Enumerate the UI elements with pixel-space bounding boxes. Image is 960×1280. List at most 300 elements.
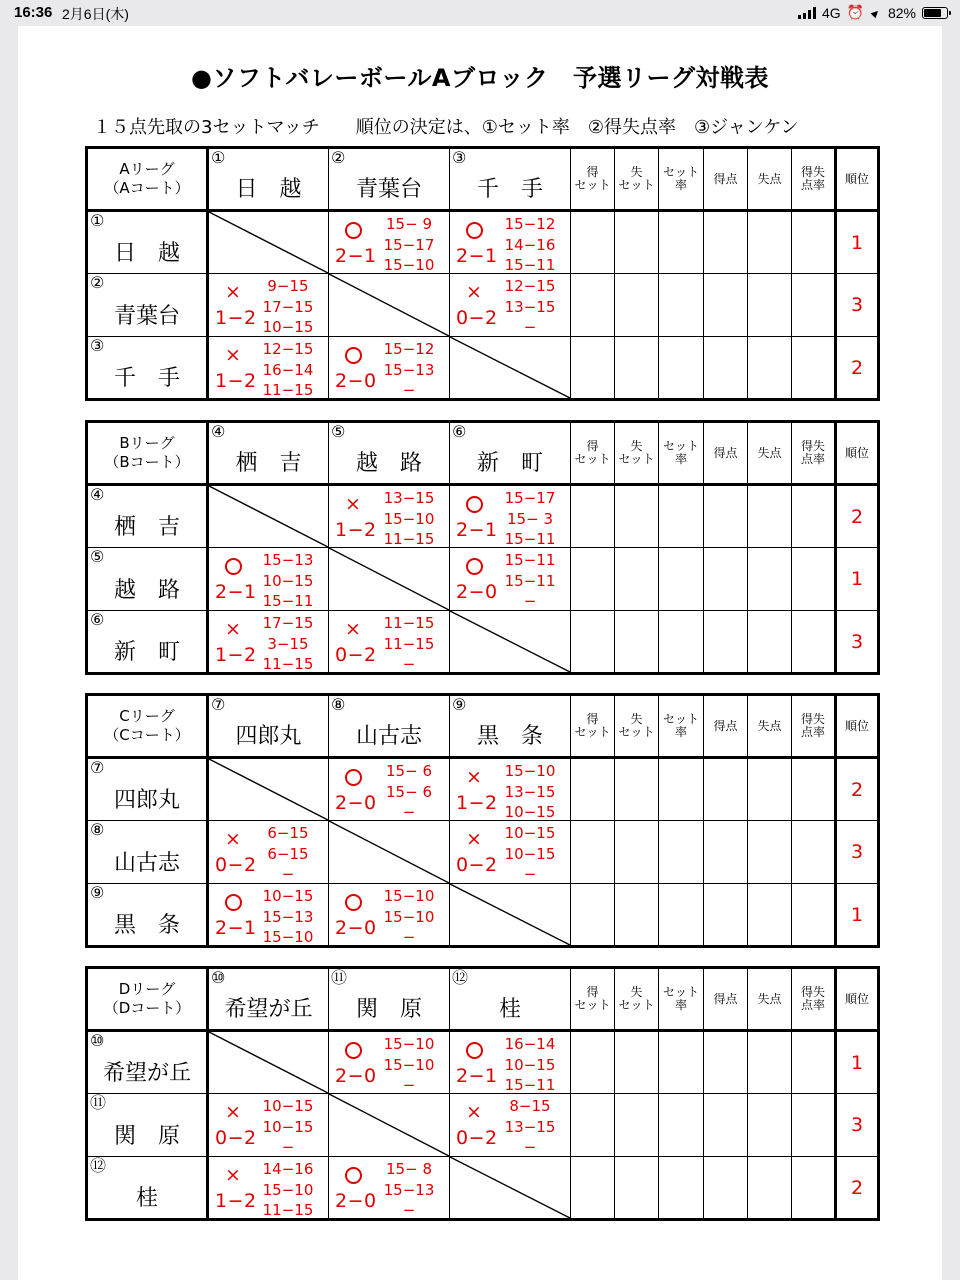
match-result-cell: [450, 821, 571, 884]
game-score: 15−12: [504, 215, 556, 233]
win-mark: [343, 1040, 363, 1063]
circle-icon: [466, 558, 483, 575]
loss-mark: ×: [225, 828, 241, 850]
rank-value: 3: [836, 274, 879, 337]
game-score: 13−15: [504, 297, 556, 316]
team-row-header: [87, 758, 208, 821]
match-result-cell: [329, 758, 450, 821]
game-score: 15−13: [383, 1180, 435, 1199]
game-score: 13−15: [504, 1117, 556, 1136]
game-score: −: [281, 865, 295, 883]
team-number: ①: [90, 211, 105, 230]
self-match-cell: [450, 884, 571, 947]
match-result-cell: [208, 274, 329, 337]
game-score: 14−16: [504, 235, 556, 254]
team-number: ⑧: [331, 695, 346, 714]
team-number: ②: [331, 148, 346, 167]
game-scores: [502, 550, 558, 611]
league-label: [87, 148, 208, 211]
team-number: ③: [452, 148, 467, 167]
set-score: 1−2: [335, 519, 377, 541]
win-mark: [343, 345, 363, 368]
set-score: 0−2: [335, 644, 377, 666]
team-row: [87, 211, 879, 274]
game-score: 16−14: [504, 1035, 556, 1053]
team-column-header: [450, 422, 571, 485]
match-result-cell: [450, 274, 571, 337]
game-score: 10−15: [262, 1117, 314, 1136]
stat-cell: [792, 485, 836, 548]
stat-header: 失点: [748, 148, 792, 211]
stat-cell: [748, 485, 792, 548]
rank-value: 3: [836, 821, 879, 884]
stat-cell: [792, 211, 836, 274]
circle-icon: [225, 558, 242, 575]
stat-cell: [659, 1157, 704, 1220]
team-number: ⑫: [90, 1156, 107, 1175]
stat-cell: [748, 274, 792, 337]
game-scores: [502, 488, 558, 548]
match-result-cell: [208, 884, 329, 947]
team-name: 黒 条: [476, 724, 543, 749]
league-table-2: [85, 420, 876, 675]
team-name: 千 手: [113, 366, 180, 391]
rank-value: 1: [836, 211, 879, 274]
game-scores: [381, 1159, 437, 1220]
game-scores: [502, 214, 558, 274]
team-name: 桂: [498, 997, 521, 1022]
rank-value: 2: [836, 337, 879, 400]
team-number: ⑥: [452, 422, 467, 441]
game-score: 15−11: [504, 530, 556, 548]
league-label: [87, 695, 208, 758]
loss-mark: ×: [466, 828, 482, 850]
team-column-header: [329, 968, 450, 1031]
team-column-header: [208, 968, 329, 1031]
stat-cell: [615, 274, 659, 337]
game-score: −: [402, 803, 416, 821]
team-name: 日 越: [235, 177, 302, 202]
stat-header: 得失 点率: [792, 148, 836, 211]
team-number: ⑪: [90, 1093, 107, 1112]
game-score: 10−15: [262, 887, 314, 905]
team-number: ⑥: [90, 610, 105, 629]
team-number: ⑦: [90, 758, 105, 777]
game-score: 10−15: [262, 1097, 314, 1115]
set-score: 0−2: [215, 854, 257, 876]
diagonal-line: [209, 212, 328, 273]
team-row: [87, 1031, 879, 1094]
stat-cell: [615, 884, 659, 947]
game-score: 17−15: [262, 614, 314, 632]
stat-cell: [748, 1094, 792, 1157]
stat-cell: [659, 1031, 704, 1094]
team-name: 黒 条: [113, 913, 180, 938]
team-column-header: [329, 422, 450, 485]
stat-header: 順位: [836, 422, 879, 485]
stat-cell: [704, 611, 748, 674]
league-name: Cリーグ: [119, 707, 175, 725]
team-row-header: [87, 548, 208, 611]
win-mark: [464, 494, 484, 517]
circle-icon: [345, 894, 362, 911]
team-name: 栖 吉: [113, 515, 180, 540]
alarm-icon: ⏰: [846, 4, 865, 20]
diagonal-line: [329, 1094, 449, 1156]
league-grid: [85, 966, 880, 1221]
game-score: 15− 9: [386, 215, 432, 233]
stat-header: 得 セット: [571, 695, 615, 758]
team-name: 青葉台: [355, 177, 422, 202]
stat-cell: [615, 611, 659, 674]
set-score: 1−2: [215, 644, 257, 666]
team-number: ④: [90, 485, 105, 504]
game-score: 15−12: [383, 340, 435, 358]
match-result-cell: [208, 548, 329, 611]
game-score: −: [402, 1076, 416, 1094]
team-row-header: [87, 1031, 208, 1094]
team-row-header: [87, 1094, 208, 1157]
team-row: [87, 884, 879, 947]
stat-cell: [571, 274, 615, 337]
stat-cell: [615, 821, 659, 884]
team-name: 山古志: [355, 724, 422, 749]
game-scores: [381, 214, 437, 274]
team-name: 関 原: [355, 997, 422, 1022]
league-name: Dリーグ: [118, 980, 176, 998]
set-score: 1−2: [215, 307, 257, 329]
stat-cell: [704, 1094, 748, 1157]
team-row: [87, 337, 879, 400]
league-court: （Aコート）: [104, 179, 190, 197]
team-name: 越 路: [355, 451, 422, 476]
game-score: 11−15: [383, 530, 435, 548]
game-scores: [260, 823, 316, 884]
stat-header: 順位: [836, 695, 879, 758]
stat-header: セット 率: [659, 148, 704, 211]
match-result-cell: [208, 611, 329, 674]
set-score: 2−0: [335, 792, 377, 814]
status-time: 16:36: [14, 4, 53, 21]
game-score: 11−15: [383, 634, 435, 653]
team-row: [87, 821, 879, 884]
game-score: 15−11: [262, 592, 314, 610]
league-court: （Cコート）: [104, 726, 190, 744]
stat-cell: [748, 548, 792, 611]
team-number: ⑦: [211, 695, 226, 714]
loss-mark: ×: [345, 493, 361, 515]
league-grid: [85, 693, 880, 948]
game-score: 15−10: [383, 256, 435, 274]
diagonal-line: [450, 337, 570, 398]
battery-percent: 82%: [887, 4, 916, 21]
set-score: 2−1: [215, 581, 257, 603]
league-name: Aリーグ: [119, 160, 175, 178]
self-match-cell: [450, 611, 571, 674]
stat-cell: [704, 274, 748, 337]
stat-header: 得点: [704, 148, 748, 211]
match-result-cell: [450, 1094, 571, 1157]
team-name: 桂: [135, 1186, 158, 1211]
game-scores: [502, 276, 558, 337]
match-result-cell: [329, 211, 450, 274]
self-match-cell: [208, 1031, 329, 1094]
set-score: 2−0: [456, 581, 498, 603]
team-name: 新 町: [476, 451, 543, 476]
stat-cell: [659, 821, 704, 884]
game-score: 15− 6: [386, 762, 432, 780]
stat-cell: [792, 821, 836, 884]
stat-header: 得 セット: [571, 968, 615, 1031]
diagonal-line: [329, 274, 449, 336]
stat-cell: [704, 485, 748, 548]
network-label: 4G: [821, 4, 841, 21]
team-row: [87, 1157, 879, 1220]
loss-mark: ×: [466, 281, 482, 303]
team-column-header: [208, 695, 329, 758]
set-score: 2−1: [456, 1065, 498, 1087]
diagonal-line: [329, 548, 449, 610]
circle-icon: [466, 496, 483, 513]
team-row-header: [87, 1157, 208, 1220]
stat-header: 失点: [748, 968, 792, 1031]
match-result-cell: [450, 485, 571, 548]
team-column-header: [208, 148, 329, 211]
stat-cell: [571, 337, 615, 400]
header-row: [87, 422, 879, 485]
set-score: 1−2: [456, 792, 498, 814]
stat-cell: [792, 1094, 836, 1157]
circle-icon: [466, 222, 483, 239]
self-match-cell: [329, 821, 450, 884]
stat-cell: [748, 821, 792, 884]
team-column-header: [450, 968, 571, 1031]
game-score: 15−10: [262, 928, 314, 946]
team-row-header: [87, 274, 208, 337]
set-score: 1−2: [215, 370, 257, 392]
team-name: 越 路: [113, 578, 180, 603]
location-icon: ▲: [866, 3, 886, 22]
win-mark: [464, 556, 484, 579]
stat-cell: [615, 758, 659, 821]
team-row: [87, 758, 879, 821]
self-match-cell: [208, 758, 329, 821]
stat-header: セット 率: [659, 422, 704, 485]
game-score: 10−15: [262, 318, 314, 336]
set-score: 0−2: [456, 854, 498, 876]
game-score: 3−15: [267, 634, 309, 653]
stat-cell: [571, 611, 615, 674]
loss-mark: ×: [345, 618, 361, 640]
game-score: 15− 3: [507, 509, 553, 528]
stat-header: 失 セット: [615, 422, 659, 485]
match-result-cell: [450, 1031, 571, 1094]
game-score: 6−15: [267, 824, 309, 842]
self-match-cell: [208, 485, 329, 548]
set-score: 0−2: [456, 307, 498, 329]
game-score: 12−15: [504, 277, 556, 295]
stat-cell: [704, 337, 748, 400]
circle-icon: [345, 347, 362, 364]
game-score: −: [402, 928, 416, 946]
team-column-header: [450, 148, 571, 211]
team-number: ⑨: [452, 695, 467, 714]
team-name: 希望が丘: [102, 1061, 191, 1086]
game-scores: [502, 1034, 558, 1094]
match-result-cell: [208, 821, 329, 884]
stat-cell: [748, 1031, 792, 1094]
league-table-3: [85, 693, 876, 948]
game-score: 15−10: [383, 1055, 435, 1074]
stat-cell: [659, 884, 704, 947]
match-result-cell: [329, 337, 450, 400]
game-score: 13−15: [383, 489, 435, 507]
game-scores: [381, 761, 437, 821]
win-mark: [343, 1165, 363, 1188]
self-match-cell: [329, 548, 450, 611]
game-score: 15−11: [504, 551, 556, 569]
stat-cell: [748, 337, 792, 400]
win-mark: [223, 556, 243, 579]
league-table-4: [85, 966, 876, 1221]
team-number: ①: [211, 148, 226, 167]
loss-mark: ×: [225, 344, 241, 366]
game-score: −: [402, 1201, 416, 1219]
loss-mark: ×: [225, 1101, 241, 1123]
game-score: 15−10: [383, 1035, 435, 1053]
game-scores: [381, 1034, 437, 1094]
game-score: 16−14: [262, 360, 314, 379]
game-score: 15−17: [383, 235, 435, 254]
stat-cell: [571, 821, 615, 884]
set-score: 0−2: [456, 1127, 498, 1149]
team-name: 希望が丘: [224, 997, 313, 1022]
game-score: 9−15: [267, 277, 309, 295]
rank-value: 1: [836, 548, 879, 611]
stat-cell: [792, 274, 836, 337]
team-number: ⑨: [90, 883, 105, 902]
stat-cell: [748, 758, 792, 821]
team-number: ⑤: [90, 547, 105, 566]
league-label: [87, 422, 208, 485]
team-row: [87, 485, 879, 548]
team-row: [87, 1094, 879, 1157]
game-score: 14−16: [262, 1160, 314, 1178]
stat-header: 失 セット: [615, 968, 659, 1031]
game-score: 15−13: [383, 360, 435, 379]
stat-cell: [704, 821, 748, 884]
status-bar: [0, 0, 960, 26]
set-score: 2−1: [335, 245, 377, 267]
stat-cell: [571, 884, 615, 947]
team-name: 新 町: [113, 640, 180, 665]
stat-header: 得失 点率: [792, 968, 836, 1031]
stat-header: 得失 点率: [792, 695, 836, 758]
set-score: 2−0: [335, 1065, 377, 1087]
team-number: ⑫: [452, 968, 469, 987]
team-column-header: [208, 422, 329, 485]
stat-cell: [571, 211, 615, 274]
stat-header: 失点: [748, 422, 792, 485]
page-title: ●ソフトバレーボールAブロック 予選リーグ対戦表: [190, 64, 770, 92]
game-score: 15−11: [504, 1076, 556, 1094]
stat-cell: [704, 1031, 748, 1094]
circle-icon: [345, 222, 362, 239]
game-scores: [260, 886, 316, 947]
stat-header: 失 セット: [615, 148, 659, 211]
stat-cell: [748, 1157, 792, 1220]
stat-cell: [659, 211, 704, 274]
battery-icon: [922, 7, 948, 19]
stat-header: 得点: [704, 422, 748, 485]
circle-icon: [225, 894, 242, 911]
diagonal-line: [450, 1157, 570, 1218]
rank-value: 1: [836, 884, 879, 947]
game-score: 15−10: [383, 509, 435, 528]
team-row-header: [87, 821, 208, 884]
header-row: [87, 148, 879, 211]
team-number: ⑧: [90, 820, 105, 839]
game-scores: [381, 886, 437, 947]
match-result-cell: [329, 884, 450, 947]
loss-mark: ×: [225, 281, 241, 303]
team-number: ④: [211, 422, 226, 441]
stat-cell: [792, 884, 836, 947]
diagonal-line: [450, 611, 570, 672]
game-score: −: [523, 1138, 537, 1156]
stat-cell: [659, 1094, 704, 1157]
game-score: 15−10: [262, 1180, 314, 1199]
team-row: [87, 548, 879, 611]
circle-icon: [345, 1042, 362, 1059]
stat-header: セット 率: [659, 968, 704, 1031]
stat-cell: [615, 337, 659, 400]
stat-header: 得 セット: [571, 422, 615, 485]
loss-mark: ×: [466, 766, 482, 788]
stat-cell: [659, 274, 704, 337]
game-score: −: [402, 381, 416, 399]
team-number: ⑩: [211, 968, 226, 987]
game-score: 11−15: [262, 655, 314, 673]
game-score: 15−11: [504, 256, 556, 274]
stat-header: 失点: [748, 695, 792, 758]
rank-value: 2: [836, 758, 879, 821]
self-match-cell: [450, 337, 571, 400]
circle-icon: [345, 1167, 362, 1184]
team-name: 千 手: [476, 177, 543, 202]
team-name: 四郎丸: [235, 724, 302, 749]
game-scores: [260, 276, 316, 337]
stat-cell: [615, 548, 659, 611]
rank-value: 3: [836, 1094, 879, 1157]
win-mark: [223, 892, 243, 915]
rank-value: 3: [836, 611, 879, 674]
stat-header: 順位: [836, 148, 879, 211]
match-result-cell: [450, 758, 571, 821]
win-mark: [464, 1040, 484, 1063]
diagonal-line: [450, 884, 570, 945]
game-score: 12−15: [262, 340, 314, 358]
game-scores: [260, 613, 316, 674]
stat-cell: [615, 1094, 659, 1157]
stat-cell: [704, 1157, 748, 1220]
stat-cell: [792, 1157, 836, 1220]
set-score: 2−0: [335, 370, 377, 392]
team-row: [87, 611, 879, 674]
stat-cell: [659, 485, 704, 548]
game-scores: [260, 1159, 316, 1220]
team-column-header: [450, 695, 571, 758]
